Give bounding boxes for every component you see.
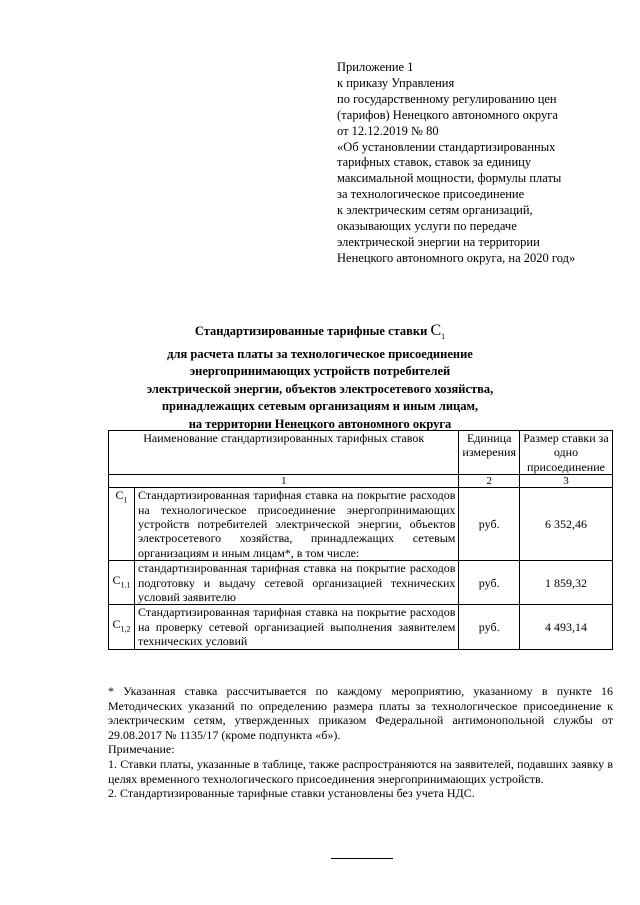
header-line: Приложение 1	[337, 60, 414, 74]
title-text: Стандартизированные тарифные ставки	[194, 324, 428, 338]
rate-unit-cell: руб.	[459, 488, 520, 561]
header-line: (тарифов) Ненецкого автономного округа	[337, 107, 558, 122]
footnote: * Указанная ставка рассчитывается по каждому мероприятию, указанному в пункте 16 Методических указаний по определению размера платы за технологическое присоединение к электрическим сетям, утвержденных приказом Федеральной антимонопольной службы от 29.08.2017 № 1135/17 (кроме подпункта «б»).	[108, 684, 613, 742]
table-row	[109, 561, 613, 605]
header-line: максимальной мощности, формулы платы	[337, 171, 562, 186]
header-line: по государственному регулированию цен	[337, 91, 557, 106]
note-item: 1. Ставки платы, указанные в таблице, также распространяются на заявителей, подавших заявку в целях временного технологического присоединения энергопринимающих устройств.	[108, 756, 613, 786]
rate-code: $C_{1.1}$	[112, 572, 131, 590]
header-line: Ненецкого автономного округа, на 2020 год»	[337, 250, 576, 265]
footer-divider	[331, 858, 393, 859]
header-line: тарифных ставок, ставок за единицу	[337, 155, 532, 170]
header-line: оказывающих услуги по передаче	[337, 219, 517, 234]
header-line: к приказу Управления	[337, 75, 455, 90]
document-title	[110, 322, 530, 433]
column-number: 2	[459, 475, 520, 488]
rate-name-cell: стандартизированная тарифная ставка на покрытие расходов подготовку и выдачу сетевой организацией технических условий заявителю	[135, 561, 459, 605]
rate-code-cell	[109, 605, 135, 649]
tariff-rates-table	[108, 430, 613, 650]
header-line: «Об установлении стандартизированных	[337, 139, 556, 154]
header-name-cell: Наименование стандартизированных тарифных ставок	[109, 431, 459, 475]
table-header-row	[109, 431, 613, 475]
rate-name-cell: Стандартизированная тарифная ставка на покрытие расходов на технологическое присоединение энергопринимающих устройств потребителей электрической энергии, объектов электросетевого хозяйства, принадлежащих сетевым организациям и иным лицам*, в том числе:	[135, 488, 459, 561]
rate-value-cell: 6 352,46	[520, 488, 613, 561]
appendix-header	[337, 60, 575, 267]
note-item: 2. Стандартизированные тарифные ставки установлены без учета НДС.	[108, 786, 475, 801]
header-line: от 12.12.2019 № 80	[337, 123, 439, 138]
header-unit-cell: Единица измерения	[459, 431, 520, 475]
column-number-row	[109, 475, 613, 488]
title-line: принадлежащих сетевым организациям и иным лицам,	[161, 399, 479, 414]
rate-code-cell	[109, 488, 135, 561]
header-line: за технологическое присоединение	[337, 187, 525, 202]
title-first-line	[110, 322, 530, 346]
rate-unit-cell: руб.	[459, 605, 520, 649]
rate-unit-cell: руб.	[459, 561, 520, 605]
title-line: для расчета платы за технологическое присоединение	[167, 346, 473, 361]
table-row	[109, 605, 613, 649]
column-number: 3	[520, 475, 613, 488]
title-line: электрической энергии, объектов электросетевого хозяйства,	[146, 381, 494, 396]
title-line: энергопринимающих устройств потребителей	[189, 364, 451, 379]
title-line: на территории Ненецкого автономного округа	[188, 416, 452, 431]
rate-code: $C_1$	[115, 488, 128, 505]
rate-code-cell	[109, 561, 135, 605]
note-title: Примечание:	[108, 742, 175, 757]
column-number: 1	[109, 475, 459, 488]
rate-value-cell: 4 493,14	[520, 605, 613, 649]
header-line: к электрическим сетям организаций,	[337, 203, 533, 218]
header-line: электрической энергии на территории	[337, 234, 540, 249]
header-size-cell: Размер ставки за одно присоединение	[520, 431, 613, 475]
rate-name-cell: Стандартизированная тарифная ставка на покрытие расходов на проверку сетевой организацией выполнения заявителем технических условий	[135, 605, 459, 649]
rate-value-cell: 1 859,32	[520, 561, 613, 605]
rate-symbol: $C_1$	[430, 322, 446, 342]
rate-code: $C_{1,2}$	[112, 617, 131, 634]
notes-section	[108, 684, 613, 801]
table-row	[109, 488, 613, 561]
